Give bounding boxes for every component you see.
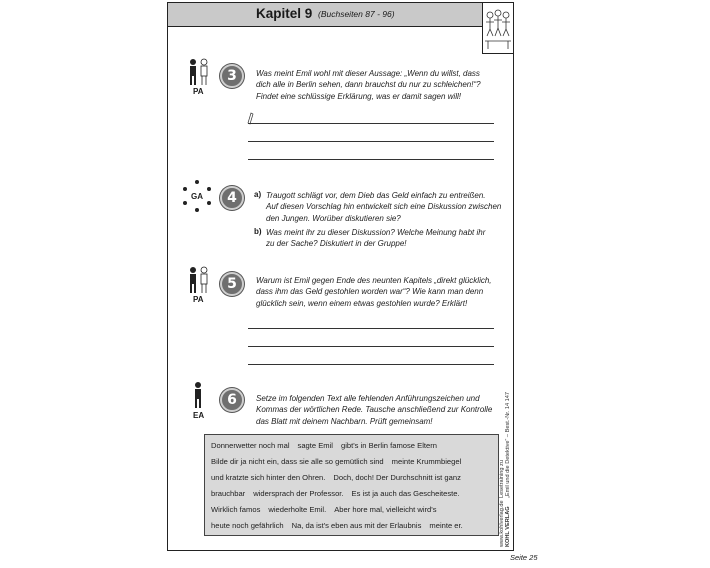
pair-work-icon bbox=[187, 58, 211, 88]
task-4b-text: Was meint ihr zu dieser Diskussion? Welche Meinung habt ihr zu der Sache? Diskutiert in der Gruppe! bbox=[266, 228, 486, 249]
exercise-row: Donnerwetter noch mal sagte Emil gibt's in Berlin famose Eltern bbox=[211, 441, 437, 450]
chapter-title: Kapitel 9 bbox=[256, 6, 313, 21]
worksheet-page bbox=[167, 2, 514, 551]
answer-line[interactable] bbox=[248, 328, 494, 329]
side-title: „Emil und die Detektive“ – Best.-Nr. 14 147 bbox=[505, 391, 511, 498]
group-work-icon bbox=[182, 179, 212, 213]
task-3-number: 3 bbox=[220, 64, 244, 88]
task-4-number: 4 bbox=[220, 186, 244, 210]
answer-line[interactable] bbox=[248, 159, 494, 160]
answer-line[interactable] bbox=[248, 141, 494, 142]
task-4a-text: Traugott schlägt vor, dem Dieb das Geld einfach zu entreißen. Auf diesen Vorschlag hin entwickelt sich eine Diskussion zwischen den Jungen. Worüber diskutieren sie? bbox=[266, 191, 502, 223]
task-6-text: Setze im folgenden Text alle fehlenden Anführungszeichen und Kommas der wörtlichen Rede. Tausche anschließend zur Kontrolle das Blatt mit deinem Nachbarn. Prüft gemeinsam! bbox=[256, 394, 493, 426]
answer-line[interactable] bbox=[248, 346, 494, 347]
exercise-text-box bbox=[204, 434, 499, 536]
exercise-row: und kratzte sich hinter den Ohren. Doch, doch! Der Durchschnitt ist ganz bbox=[211, 473, 461, 482]
task-6-number: 6 bbox=[220, 388, 244, 412]
exercise-row: brauchbar widersprach der Professor. Es ist ja auch das Gescheiteste. bbox=[211, 489, 460, 498]
task-5-text: Warum ist Emil gegen Ende des neunten Kapitels „direkt glücklich, dass ihm das Geld gestohlen worden war“? Wie kann man denn glücklich sein, wenn einem etwas gestohlen wurde? Erklärt! bbox=[256, 276, 492, 308]
page-number: Seite 25 bbox=[510, 553, 538, 562]
exercise-row: heute noch gefährlich Na, da ist's eben aus mit der Erlaubnis meinte er. bbox=[211, 521, 463, 530]
side-url: www.kohlverlag.de bbox=[499, 500, 505, 547]
side-series: Lesetraining zu bbox=[499, 460, 505, 498]
task-6-mode: EA bbox=[193, 411, 205, 420]
exercise-row: Bilde dir ja nicht ein, dass sie alle so gemütlich sind meinte Krummbiegel bbox=[211, 457, 462, 466]
task-5-mode: PA bbox=[193, 295, 204, 304]
individual-work-icon bbox=[191, 381, 205, 411]
task-4a-label: a) bbox=[254, 190, 262, 199]
task-3-text: Was meint Emil wohl mit dieser Aussage: „Wenn du willst, dass dich alle in Berlin sehen, dann brauchst du nur zu schleichen!“? Findet eine schlüssige Erklärung, was er damit sagen will! bbox=[256, 69, 481, 101]
chapter-header bbox=[168, 3, 486, 27]
illustration-children bbox=[482, 2, 514, 54]
task-5-number: 5 bbox=[220, 272, 244, 296]
chapter-pages: (Buchseiten 87 - 96) bbox=[318, 9, 395, 19]
answer-line[interactable] bbox=[248, 123, 494, 124]
task-4b-label: b) bbox=[254, 227, 262, 236]
exercise-row: Wirklich famos wiederholte Emil. Aber hore mal, vielleicht wird's bbox=[211, 505, 437, 514]
task-3-mode: PA bbox=[193, 87, 204, 96]
answer-line[interactable] bbox=[248, 364, 494, 365]
pair-work-icon bbox=[187, 266, 211, 296]
svg-text:GA: GA bbox=[191, 192, 203, 201]
side-brand: KOHL VERLAG bbox=[505, 506, 511, 547]
